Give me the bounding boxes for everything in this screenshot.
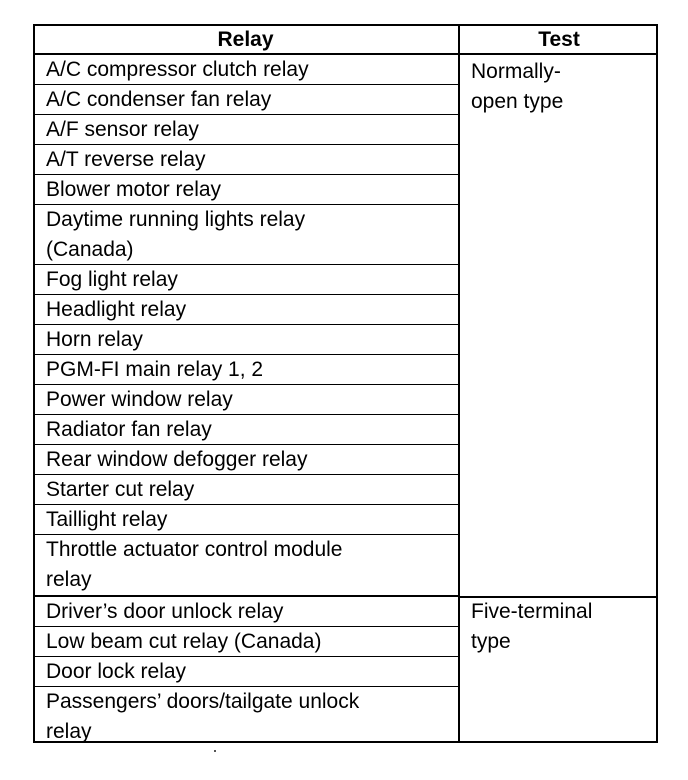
- table-row: [33, 627, 458, 657]
- relay-name-line-1: Daytime running lights relay: [46, 208, 306, 231]
- relay-name: A/C compressor clutch relay: [46, 58, 309, 81]
- relay-name: Low beam cut relay (Canada): [46, 630, 322, 653]
- table-row: [33, 295, 458, 325]
- relay-name: Driver’s door unlock relay: [46, 600, 284, 623]
- test-line-2: type: [471, 630, 511, 653]
- table-row: [33, 657, 458, 687]
- test-cell-five-terminal: [471, 597, 651, 657]
- column-header-relay: Relay: [217, 28, 274, 51]
- table-row: [33, 445, 458, 475]
- relay-name: Blower motor relay: [46, 178, 222, 201]
- relay-name: Horn relay: [46, 328, 143, 351]
- table-row: [33, 325, 458, 355]
- relay-name-line-1: Throttle actuator control module: [46, 538, 343, 561]
- table-row: [33, 205, 458, 265]
- relay-name: Starter cut relay: [46, 478, 195, 501]
- table-row: [33, 355, 458, 385]
- test-line-2: open type: [471, 90, 564, 113]
- table-row: [33, 85, 458, 115]
- test-cell-normally-open: [471, 57, 651, 117]
- table-row: [33, 385, 458, 415]
- relay-name: A/F sensor relay: [46, 118, 199, 141]
- table-row: [33, 265, 458, 295]
- relay-test-table: [33, 24, 658, 743]
- column-header-test: Test: [538, 28, 580, 51]
- table-row: [33, 687, 458, 743]
- table-row: [33, 505, 458, 535]
- relay-name-line-2: relay: [46, 568, 92, 591]
- table-row: [33, 145, 458, 175]
- table-row: [33, 597, 458, 627]
- table-row: [33, 175, 458, 205]
- speck: [214, 750, 216, 752]
- table-row: [33, 115, 458, 145]
- table-row: [33, 475, 458, 505]
- relay-name: Fog light relay: [46, 268, 178, 291]
- relay-name: Headlight relay: [46, 298, 187, 321]
- table-row: [33, 415, 458, 445]
- column-divider: [458, 24, 460, 743]
- relay-name: Taillight relay: [46, 508, 168, 531]
- relay-name: Rear window defogger relay: [46, 448, 308, 471]
- relay-name: PGM-FI main relay 1, 2: [46, 358, 264, 381]
- relay-name: Power window relay: [46, 388, 233, 411]
- test-line-1: Normally-: [471, 60, 561, 83]
- relay-name: A/C condenser fan relay: [46, 88, 272, 111]
- relay-name: A/T reverse relay: [46, 148, 206, 171]
- table-row: [33, 535, 458, 597]
- relay-name-line-2: relay: [46, 720, 92, 743]
- relay-name-line-2: (Canada): [46, 238, 134, 261]
- relay-name: Radiator fan relay: [46, 418, 212, 441]
- relay-name: Door lock relay: [46, 660, 187, 683]
- relay-name-line-1: Passengers’ doors/tailgate unlock: [46, 690, 360, 713]
- test-line-1: Five-terminal: [471, 600, 593, 623]
- table-row: [33, 55, 458, 85]
